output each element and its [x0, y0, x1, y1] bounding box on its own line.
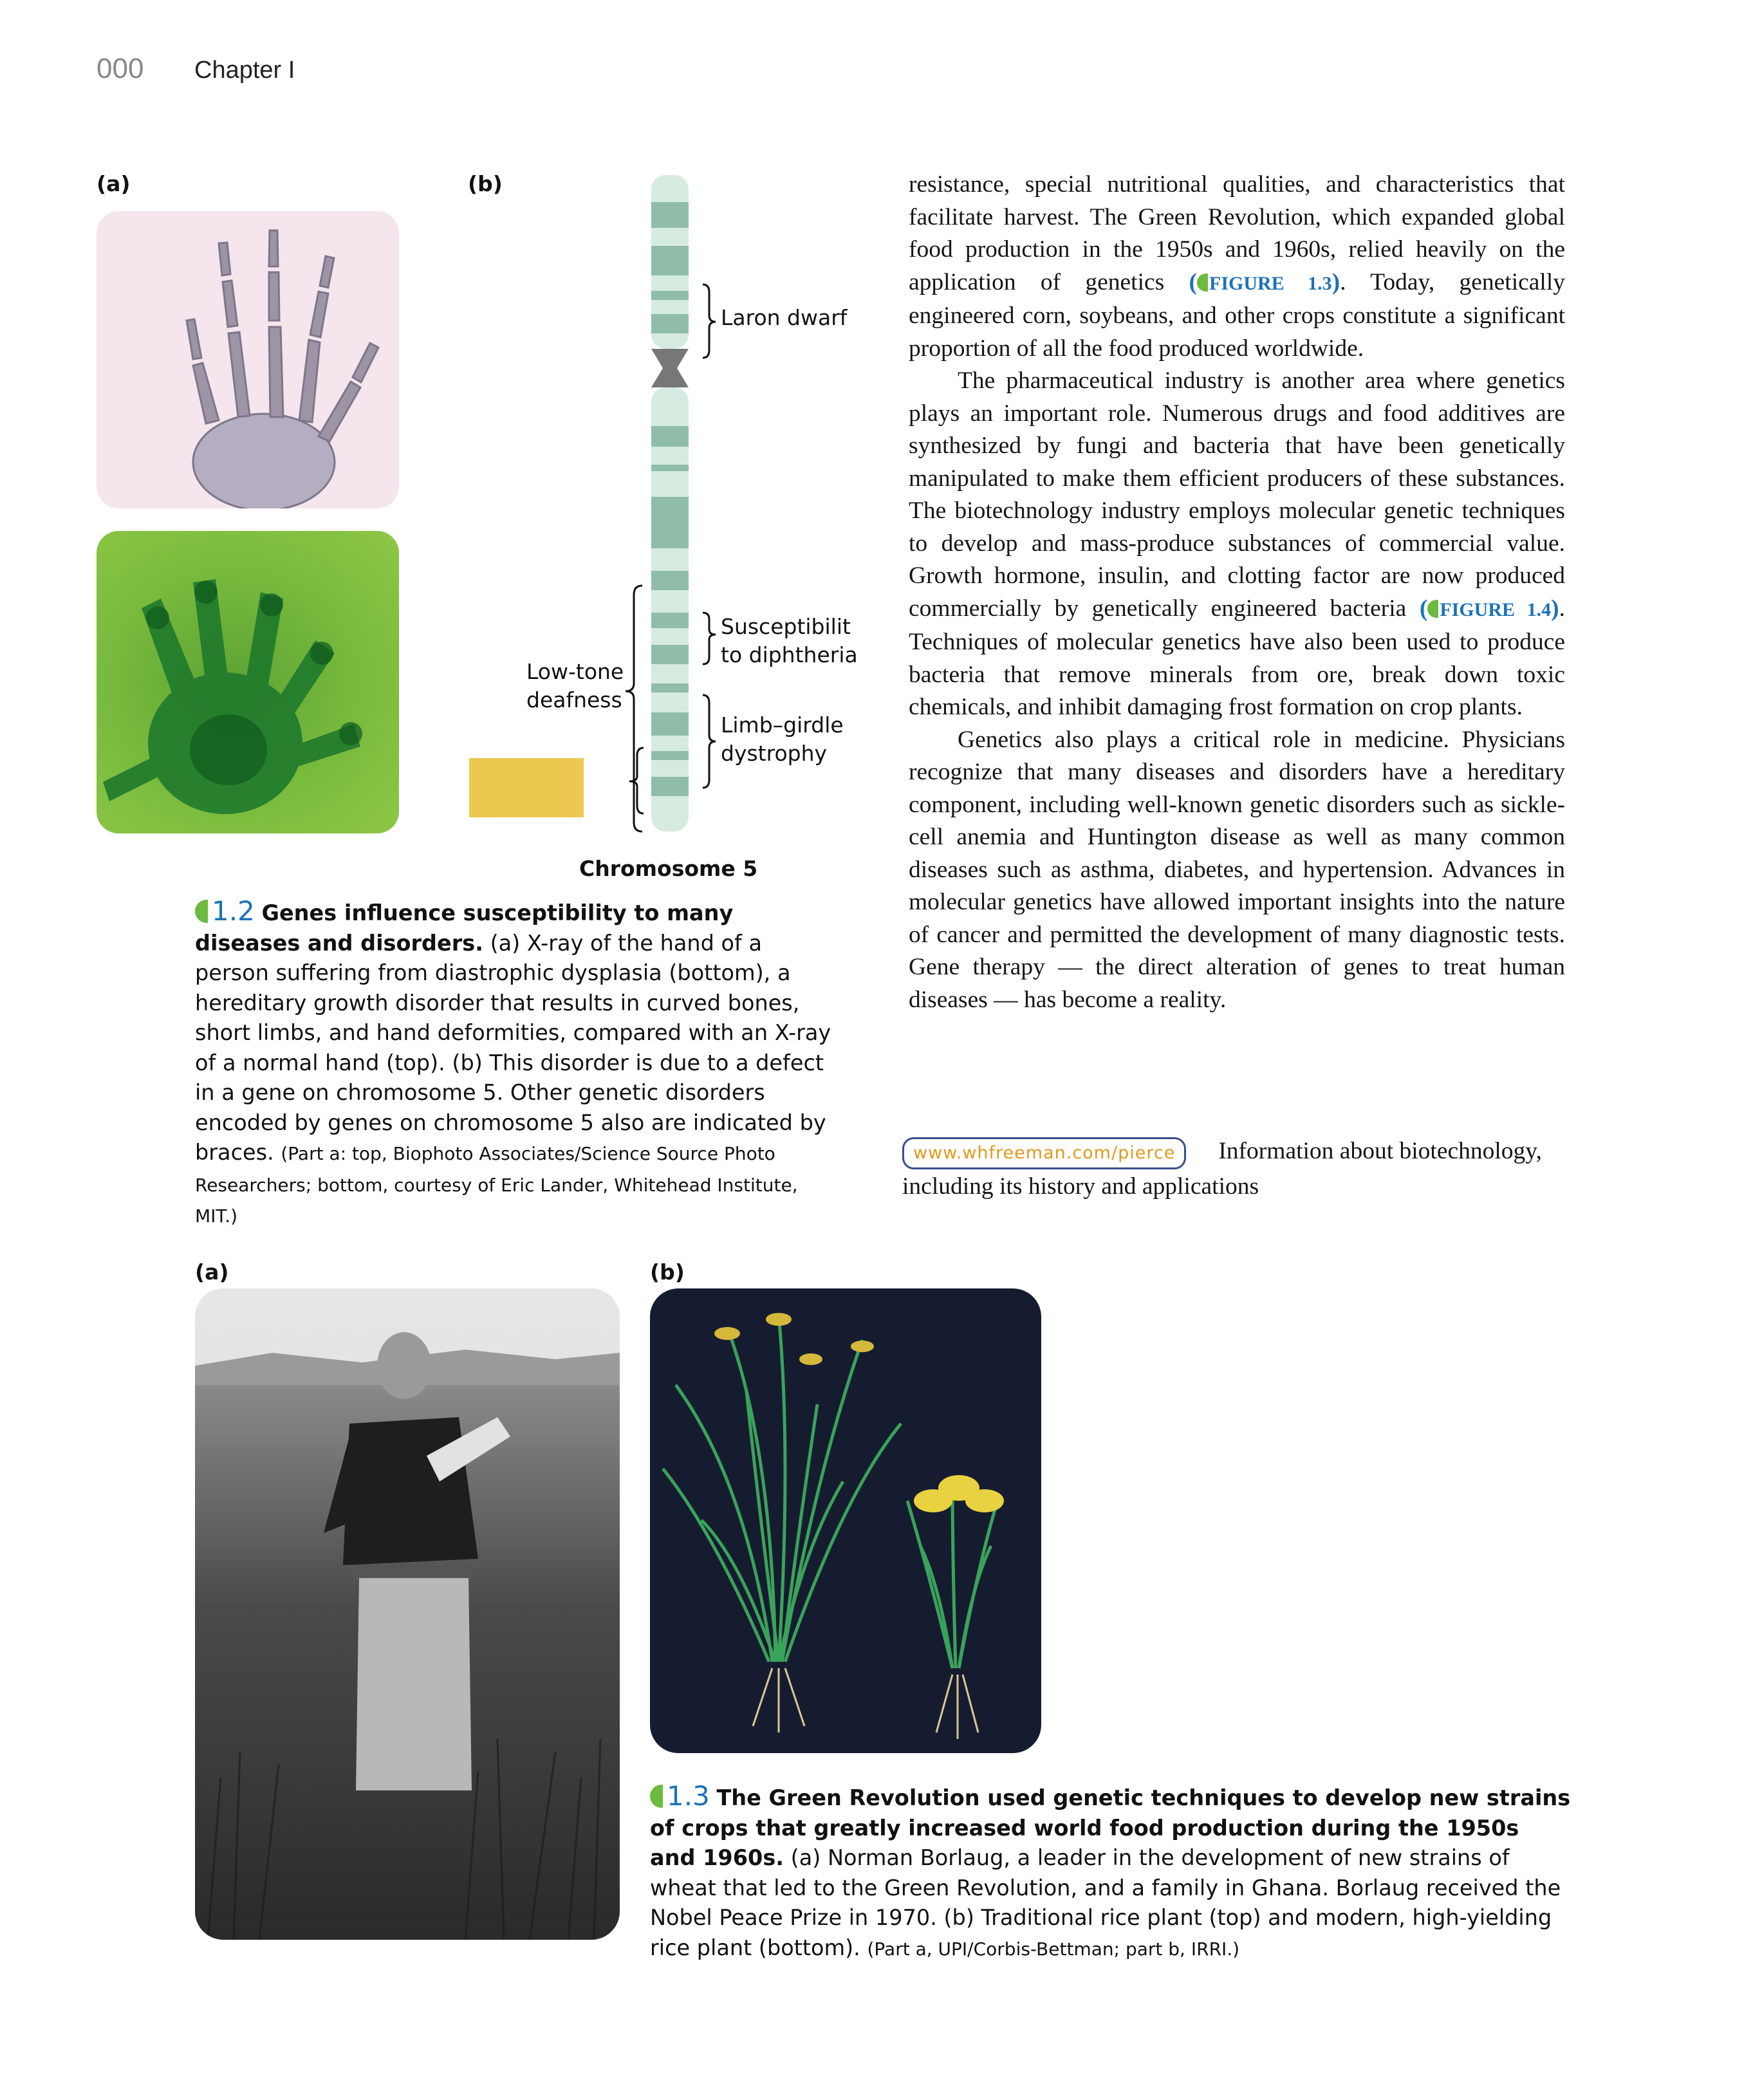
figure-marker-icon [195, 900, 208, 923]
label-laron-dwarf: Laron dwarf [721, 305, 848, 330]
rice-roots [753, 1668, 978, 1739]
xray-dysplasia-hand-image [97, 531, 399, 833]
paragraph-2: The pharmaceutical industry is another area where genetics plays an important role. Numerous drugs and food additives are synthesized by fungi and bacteria that have been genetically manipulated to make them efficient producers of these substances. The biotechnology industry employs molecular genetic techniques to develop and mass-produce substances of commercial value. Growth hormone, insulin, and clotting factor are now produced commercially by genetically engineered bacteria ( FIGURE 1.4). Techniques of molecular genetics have also been used to produce bacteria that remove minerals from ore, break down toxic chemicals, and inhibit damaging frost formation on crop plants. [909, 367, 1566, 720]
weblink-block [902, 1134, 1578, 1204]
figure-1-3-reference[interactable]: ( FIGURE 1.3) [1189, 268, 1340, 295]
figure-1-4-reference-label: FIGURE 1.4 [1440, 599, 1552, 620]
figure-1-2-caption [195, 897, 839, 1232]
page-number: 000 [97, 53, 144, 84]
label-susceptibility [721, 613, 861, 669]
figure-1-2-panel-b-label: (b) [468, 171, 503, 196]
paragraph-2-text-a: The pharmaceutical industry is another area where genetics plays an important role. Numerous drugs and food additives are synthesized by fungi and bacteria that have been genetically manipulated to make them efficient producers of these substances. The biotechnology industry employs molecular genetic techniques to develop and mass-produce substances of commercial value. Growth hormone, insulin, and clotting factor are now produced commercially by genetically engineered bacteria [909, 367, 1565, 622]
borlaug-wheat-field-photo [195, 1288, 620, 1940]
limb-girdle-brace [703, 695, 716, 788]
body-text-column [909, 169, 1565, 1016]
figure-1-2-panel-a-label: (a) [97, 171, 131, 196]
label-limb-girdle-line1: Limb–girdle [721, 712, 844, 738]
paragraph-1-text-a: resistance, special nutritional qualities, and characteristics that facilitate harvest. The Green Revolution, which expanded global food production in the 1950s and 1960s, relied heavily on the application of genetics [909, 171, 1565, 295]
modern-rice-grains [914, 1475, 1004, 1512]
figure-1-3-number: 1.3 [667, 1780, 710, 1812]
label-low-tone-deafness [526, 658, 636, 714]
figure-1-2-number: 1.2 [212, 895, 255, 927]
figure-marker-icon [1427, 600, 1438, 618]
figure-marker-icon [1197, 274, 1208, 292]
figure-1-3-credit: (Part a, UPI/Corbis-Bettman; part b, IRRI.) [867, 1938, 1240, 1960]
figure-1-3-panel-a-label: (a) [195, 1259, 229, 1285]
weblink-url[interactable]: www.whfreeman.com/pierce [902, 1137, 1186, 1169]
figure-1-3-caption-body: (a) Norman Borlaug, a leader in the development of new strains of wheat that led to the Green Revolution, and a family in Ghana. Borlaug received the Nobel Peace Prize in 1970. (b) Traditional rice plant (top) and modern, high-yielding rice plant (bottom). [650, 1845, 1561, 1960]
susceptibility-brace [703, 613, 716, 664]
figure-1-3-panel-b-label: (b) [650, 1259, 685, 1285]
label-susceptibility-line2: to diphtheria [721, 642, 858, 667]
paragraph-1: resistance, special nutritional qualities, and characteristics that facilitate harvest. The Green Revolution, which expanded global food production in the 1950s and 1960s, relied heavily on the application of genetics ( FIGURE 1.3). Today, genetically engineered corn, soybeans, and other crops constitute a significant proportion of all the food produced worldwide. [909, 171, 1566, 362]
traditional-rice-plant [663, 1314, 901, 1662]
figure-1-4-reference[interactable]: ( FIGURE 1.4) [1419, 595, 1559, 622]
label-low-tone-line2: deafness [526, 687, 622, 712]
xray-normal-hand-image [97, 211, 399, 508]
rice-plants-photo [650, 1288, 1041, 1753]
figure-marker-icon [650, 1785, 663, 1808]
centromere [651, 349, 689, 387]
label-low-tone-line1: Low-tone [526, 659, 624, 684]
figure-1-2-caption-body: (a) X-ray of the hand of a person suffering from diastrophic dysplasia (bottom), a hereditary growth disorder that results in curved bones, short limbs, and hand deformities, compared with an X-ray of a normal hand (top). (b) This disorder is due to a defect in a gene on chromosome 5. Other genetic disorders encoded by genes on chromosome 5 also are indicated by braces. [195, 930, 831, 1165]
chromosome-q-arm [651, 387, 689, 832]
figure-1-3-caption [650, 1781, 1572, 1964]
label-limb-girdle-line2: dystrophy [721, 741, 828, 766]
running-head-chapter: Chapter I [194, 57, 295, 84]
label-limb-girdle [721, 711, 862, 768]
figure-1-3-caption-lead: The Green Revolution used genetic techniques to develop new strains of crops that greatly increased world food production during the 1950s and 1960s. [650, 1785, 1571, 1870]
chromosome-title: Chromosome 5 [579, 856, 758, 881]
weblink-description: Information about biotechnology, including its history and applications [902, 1138, 1542, 1200]
dysplasia-highlight-box [469, 758, 584, 817]
laron-brace [703, 284, 716, 358]
dysplasia-brace [629, 748, 644, 813]
label-susceptibility-line1: Susceptibilit [721, 614, 851, 639]
figure-1-3-reference-label: FIGURE 1.3 [1209, 272, 1332, 294]
paragraph-1-text-b: Today, genetically engineered corn, soybeans, and other crops constitute a significant proportion of all the food produced worldwide. [909, 268, 1566, 362]
chromosome-5-ideogram [450, 169, 862, 851]
figure-1-2-caption-lead: Genes influence susceptibility to many diseases and disorders. [195, 900, 734, 956]
paragraph-2-text-b: Techniques of molecular genetics have also been used to produce bacteria that remove minerals from ore, break down toxic chemicals, and inhibit damaging frost formation on crop plants. [909, 629, 1565, 720]
figure-1-2-credit: (Part a: top, Biophoto Associates/Science Source Photo Researchers; bottom, courtesy of Eric Lander, Whitehead Institute, MIT.) [195, 1143, 798, 1227]
paragraph-3: Genetics also plays a critical role in medicine. Physicians recognize that many diseases and disorders have a hereditary component, including well-known genetic disorders such as sickle-cell anemia and Huntington disease as well as many common diseases such as asthma, diabetes, and hypertension. Advances in molecular genetics have allowed important insights into the nature of cancer and permitted the development of many diagnostic tests. Gene therapy — the direct alteration of genes to treat human diseases — has become a reality. [909, 726, 1565, 1013]
